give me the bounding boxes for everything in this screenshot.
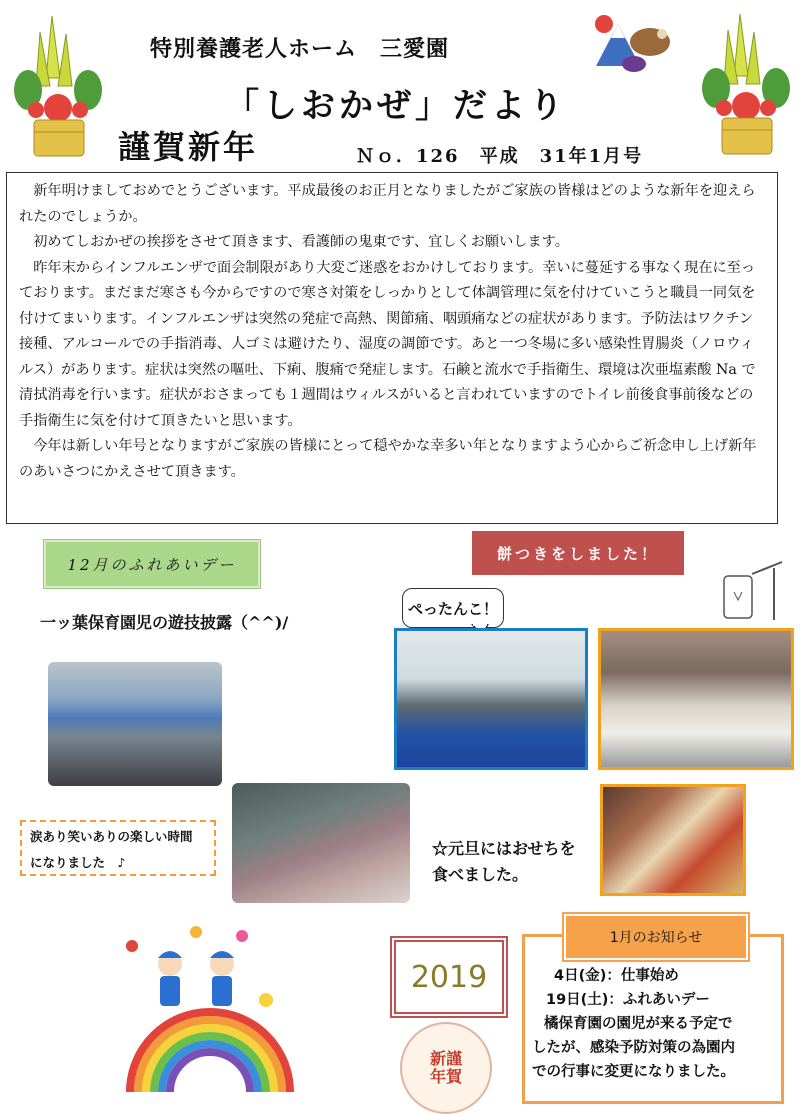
- notice-line: したが、感染予防対策の為園内: [532, 1040, 735, 1056]
- january-notice-body: [532, 964, 782, 1084]
- greeting-paragraph: 新年明けましておめでとうございます。平成最後のお正月となりましたがご家族の皆様はどのような新年を迎えられたのでしょうか。: [19, 183, 756, 225]
- osechi-line: 食べました。: [432, 865, 529, 884]
- notice-line: 橘保育園の園児が来る予定で: [544, 1016, 733, 1032]
- caption-line: になりました ♪: [30, 855, 126, 870]
- notice-line: 19日(土)：ふれあいデー: [546, 992, 710, 1008]
- mochi-pounding-photo: [394, 628, 588, 770]
- fuji-hawk-illustration: [590, 6, 676, 76]
- greeting-paragraph: 昨年末からインフルエンザで面会制限があり大変ご迷惑をおかけしております。幸いに蔓延する事なく現在に至っております。まだまだ寒さも今からですので寒さ対策をしっかりとして体調管理に気を付けていこうと職員一同気を付けてまいります。インフルエンザは突然の発症で高熱、関節痛、咽頭痛などの症状があります。予防法はワクチン接種、アルコールでの手指消毒、人ゴミは避けたり、湿度の調節です。あと一つ冬場に多い感染性胃腸炎（ノロウィルス）があります。症状は突然の嘔吐、下痢、腹痛で発症します。石鹸と流水で手指衛生、環境は次亜塩素酸 Na で清拭消毒を行います。症状がおさまっても１週間はウィルスがいると言われていますのでトイレ前後食事前後などの手指衛生に気を付けて頂きたいと思います。: [19, 259, 756, 429]
- fun-time-caption-box: [20, 820, 216, 876]
- newsletter-title: 「しおかぜ」だより: [225, 86, 567, 126]
- greeting-paragraph: 今年は新しい年号となりますがご家族の皆様にとって穏やかな幸多い年となりますよう心からご祈念申し上げ新年のあいさつにかえさせて頂きます。: [19, 438, 757, 480]
- greeting-paragraph: 初めてしおかぜの挨拶をさせて頂きます、看護師の鬼東です、宜しくお願いします。: [33, 234, 569, 250]
- nenga-line: 新謹: [429, 1049, 462, 1068]
- notice-line: での行事に変更になりました。: [532, 1064, 735, 1080]
- mortar-pestle-illustration: [712, 556, 792, 626]
- issue-number: Ｎｏ．126 平成 31年1月号: [356, 146, 644, 167]
- mochi-section-label: 餅つきをしました！: [472, 531, 684, 575]
- pettanko-speech-bubble: ぺったんこ！: [402, 588, 504, 628]
- notice-line: 4日(金)：仕事始め: [554, 968, 679, 984]
- mochi-making-table-photo: [598, 628, 794, 770]
- osechi-line: ☆元旦にはおせちを: [432, 839, 576, 858]
- organization-name: 特別養護老人ホーム 三愛園: [150, 36, 450, 62]
- osechi-meal-photo: [600, 784, 746, 896]
- nenga-line: 年賀: [429, 1067, 462, 1086]
- new-year-greeting-stamp: 謹賀新年: [118, 128, 259, 166]
- caption-line: 涙あり笑いありの楽しい時間: [30, 829, 193, 844]
- resident-watching-photo: [232, 783, 410, 903]
- kindergarten-performance-photo: [48, 662, 222, 786]
- january-notice-title: 1月のお知らせ: [564, 914, 748, 960]
- new-year-stamp-circle: [400, 1022, 492, 1114]
- kadomatsu-left-illustration: [8, 8, 108, 158]
- kindergarten-performance-caption: 一ッ葉保育園児の遊技披露（^^)/: [40, 613, 289, 632]
- fureai-day-label: 12月のふれあいデー: [44, 540, 260, 588]
- greeting-message-box: [6, 172, 778, 524]
- children-rainbow-illustration: [110, 922, 310, 1102]
- year-2019-box: 2019: [390, 936, 508, 1018]
- kadomatsu-right-illustration: [696, 6, 796, 156]
- osechi-caption: [432, 836, 576, 888]
